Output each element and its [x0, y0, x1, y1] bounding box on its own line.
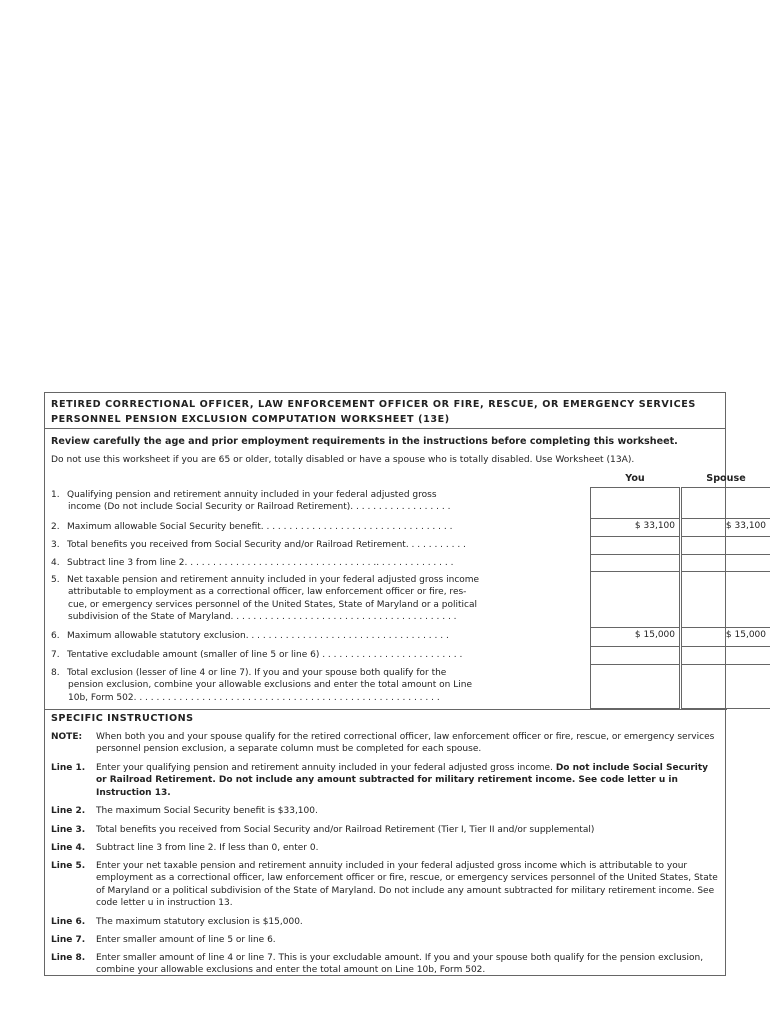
line-text-cont: cue, or emergency services personnel of the United States, State of Maryland or a political: [68, 599, 477, 610]
worksheet-lines: [45, 487, 766, 709]
worksheet-line-4: [45, 555, 727, 572]
title-line-2: PERSONNEL PENSION EXCLUSION COMPUTATION WORKSHEET (13E): [51, 414, 450, 425]
line-number: 3.: [51, 540, 60, 550]
instruction-text: Enter smaller amount of line 4 or line 7. This is your excludable amount. If you and your spouse both qualify for the pension exclusion, combine your allowable exclusions and enter the total amount on Line 10b, Form 502.: [96, 953, 704, 976]
line-8-spouse-field[interactable]: [681, 665, 770, 709]
line-number: 4.: [51, 558, 60, 568]
specific-instructions: [45, 709, 727, 976]
column-header-spouse: Spouse: [706, 473, 746, 484]
line-7-you-field[interactable]: [590, 647, 680, 665]
line-text: Subtract line 3 from line 2. . . . . . . . . . . . . . . . . . . . . . . . . . . . . . . . . .. . . . . . . . . . . . . .: [67, 558, 454, 568]
instruction-label: Line 4.: [51, 843, 86, 853]
instruction-line-2: [51, 805, 721, 817]
line-number: 6.: [51, 631, 60, 641]
worksheet-line-5: [45, 572, 727, 628]
worksheet-line-3: [45, 537, 727, 555]
worksheet-title: [45, 393, 725, 429]
line-6-spouse-field[interactable]: $ 15,000: [681, 628, 770, 647]
line-1-spouse-field[interactable]: [681, 487, 770, 519]
instruction-note: [51, 731, 721, 756]
instruction-line-8: [51, 952, 721, 977]
line-text: Qualifying pension and retirement annuity included in your federal adjusted gross: [67, 490, 437, 500]
line-number: 5.: [51, 575, 60, 585]
title-line-1: RETIRED CORRECTIONAL OFFICER, LAW ENFORCEMENT OFFICER OR FIRE, RESCUE, OR EMERGENCY SERVICES: [51, 399, 696, 410]
line-4-you-field[interactable]: [590, 555, 680, 572]
instruction-text: Subtract line 3 from line 2. If less than 0, enter 0.: [96, 843, 319, 853]
instruction-line-6: [51, 916, 721, 928]
line-text: Total benefits you received from Social Security and/or Railroad Retirement. . . . . . . . . . .: [67, 540, 466, 550]
instruction-text: Enter smaller amount of line 5 or line 6.: [96, 935, 276, 945]
line-number: 8.: [51, 668, 60, 678]
instruction-label: Line 1.: [51, 763, 86, 773]
worksheet-13e: [44, 392, 766, 976]
line-text-cont: attributable to employment as a correctional officer, law enforcement officer or fire, res-: [68, 587, 467, 598]
instruction-label: Line 5.: [51, 861, 86, 871]
instruction-text: When both you and your spouse qualify for the retired correctional officer, law enforcement officer or fire, rescue, or emergency services personnel pension exclusion, a separate column must be completed for each spouse.: [96, 732, 715, 755]
instruction-label: Line 8.: [51, 953, 86, 963]
eligibility-notice: Do not use this worksheet if you are 65 or older, totally disabled or have a spouse who is totally disabled. Use Worksheet (13A).: [51, 455, 635, 465]
instruction-line-3: [51, 824, 721, 836]
line-5-spouse-field[interactable]: [681, 572, 770, 628]
instruction-bold-text: Do not include Social Security or Railroad Retirement. Do not include any amount subtracted for military retirement income. See code letter u in Instruction 13.: [96, 763, 709, 798]
instruction-line-7: [51, 934, 721, 946]
line-8-you-field[interactable]: [590, 665, 680, 709]
instruction-line-5: [51, 860, 721, 910]
line-number: 2.: [51, 522, 60, 532]
instruction-text: The maximum statutory exclusion is $15,000.: [96, 917, 303, 927]
line-number: 1.: [51, 490, 60, 500]
line-3-spouse-field[interactable]: [681, 537, 770, 555]
instruction-text: Enter your qualifying pension and retirement annuity included in your federal adjusted gross income.: [96, 763, 556, 773]
instruction-line-1: [51, 762, 721, 799]
line-2-spouse-field[interactable]: $ 33,100: [681, 519, 770, 537]
line-text: Total exclusion (lesser of line 4 or line 7). If you and your spouse both qualify for the: [67, 668, 447, 678]
instruction-label: Line 7.: [51, 935, 86, 945]
line-7-spouse-field[interactable]: [681, 647, 770, 665]
line-text: Tentative excludable amount (smaller of line 5 or line 6) . . . . . . . . . . . . . . . . . . . . . . . . .: [67, 650, 463, 660]
line-text-cont: 10b, Form 502. . . . . . . . . . . . . . . . . . . . . . . . . . . . . . . . . . . . . . . . . . . . . . . . . . . . . .: [68, 692, 440, 703]
instruction-label: Line 6.: [51, 917, 86, 927]
line-text: Maximum allowable statutory exclusion. . . . . . . . . . . . . . . . . . . . . . . . . . . . . . . . . . . .: [67, 631, 449, 641]
line-number: 7.: [51, 650, 60, 660]
review-notice: Review carefully the age and prior employment requirements in the instructions before completing this worksheet.: [51, 436, 678, 447]
line-text-cont: pension exclusion, combine your allowable exclusions and enter the total amount on Line: [68, 680, 472, 691]
instruction-label: Line 2.: [51, 806, 86, 816]
line-2-you-field[interactable]: $ 33,100: [590, 519, 680, 537]
instruction-label: Line 3.: [51, 825, 86, 835]
worksheet-line-7: [45, 647, 727, 665]
line-4-spouse-field[interactable]: [681, 555, 770, 572]
worksheet-line-1: [45, 487, 727, 519]
line-5-you-field[interactable]: [590, 572, 680, 628]
line-text: Maximum allowable Social Security benefit. . . . . . . . . . . . . . . . . . . . . . . . . . . . . . . . . .: [67, 522, 453, 532]
instruction-text: The maximum Social Security benefit is $33,100.: [96, 806, 318, 816]
instruction-text: Total benefits you received from Social Security and/or Railroad Retirement (Tier I, Tier II and/or supplemental): [96, 825, 595, 835]
instruction-line-4: [51, 842, 721, 854]
instruction-label: NOTE:: [51, 732, 83, 742]
instructions-heading: SPECIFIC INSTRUCTIONS: [51, 713, 194, 724]
instruction-text: Enter your net taxable pension and retirement annuity included in your federal adjusted gross income which is attributable to your employment as a correctional officer, law enforcement officer or fire, rescue, or emergency services personnel of the United States, State of Maryland or a political subdivision of the State of Maryland. Do not include any amount subtracted for military retirement income. See code letter u in instruction 13.: [96, 861, 718, 909]
column-header-you: You: [625, 473, 645, 484]
line-text: Net taxable pension and retirement annuity included in your federal adjusted gross income: [67, 575, 480, 585]
worksheet-line-2: [45, 519, 766, 537]
line-1-you-field[interactable]: [590, 487, 680, 519]
line-6-you-field[interactable]: $ 15,000: [590, 628, 680, 647]
line-text-cont: subdivision of the State of Maryland. . . . . . . . . . . . . . . . . . . . . . . . . . . . . . . . . . . . . . . .: [68, 612, 457, 623]
line-3-you-field[interactable]: [590, 537, 680, 555]
worksheet-line-6: [45, 628, 766, 647]
worksheet-line-8: [45, 665, 727, 709]
line-text-cont: income (Do not include Social Security or Railroad Retirement). . . . . . . . . . . . . . . . . .: [68, 502, 451, 513]
